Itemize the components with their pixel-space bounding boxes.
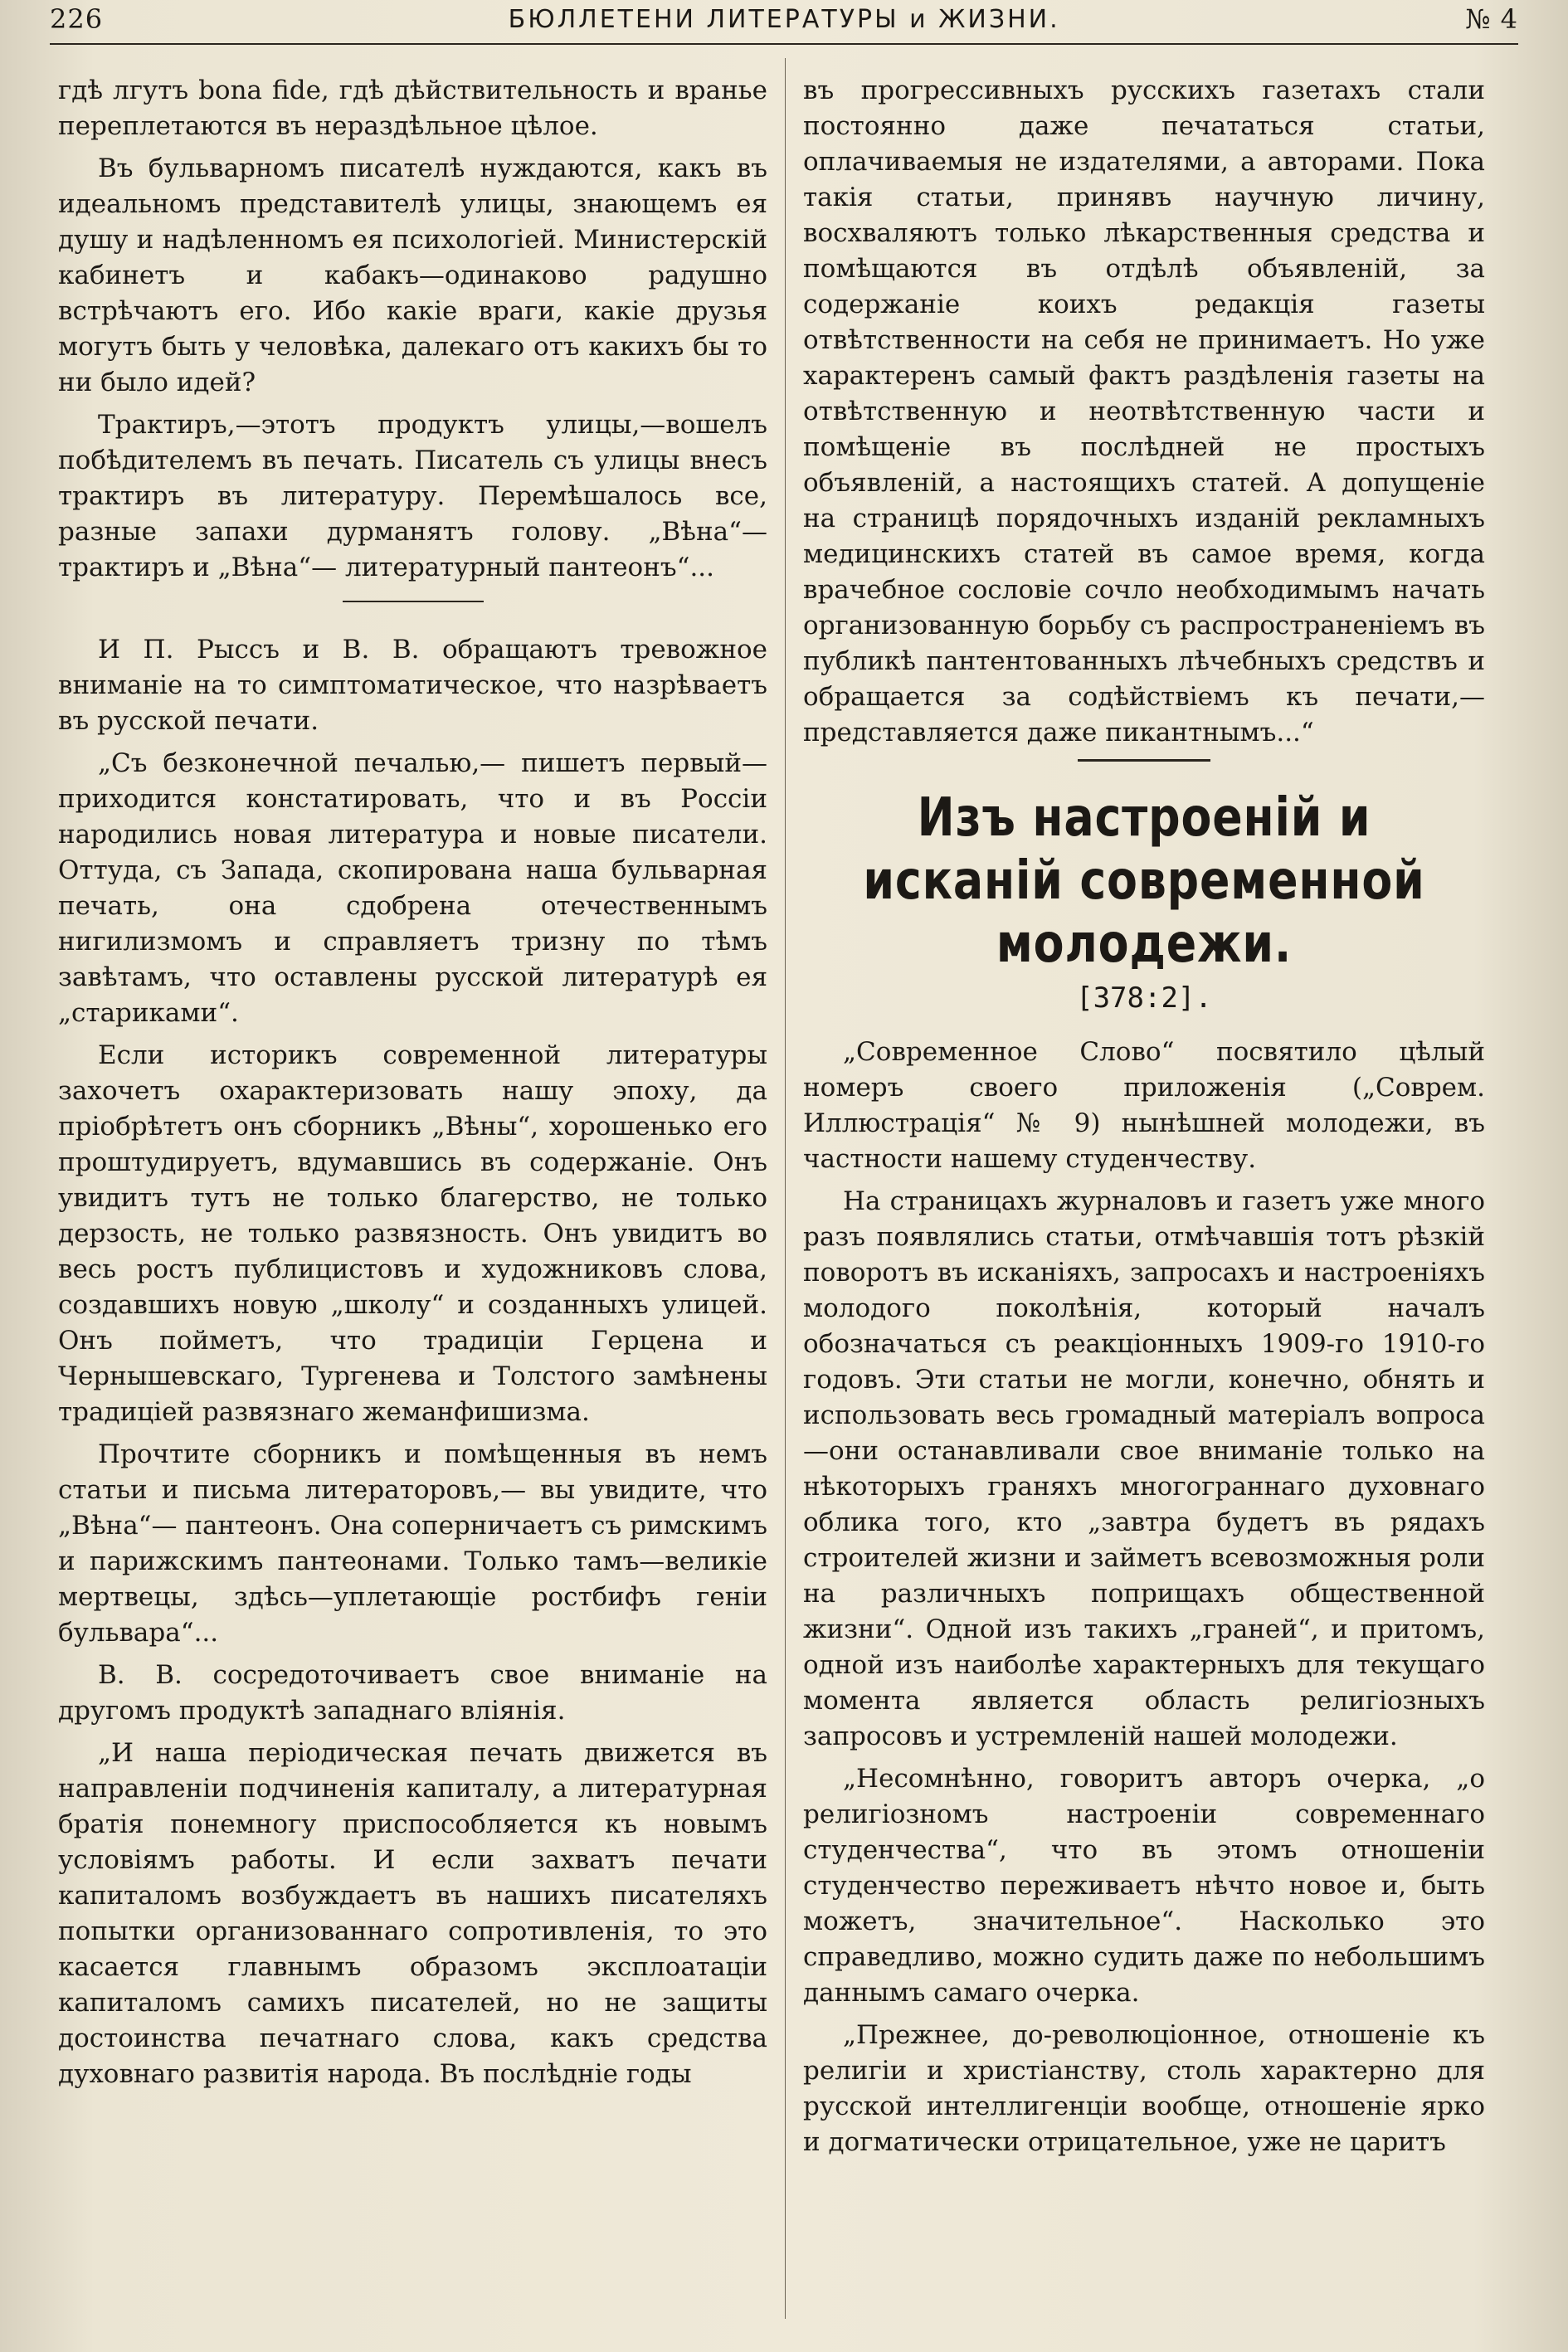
paragraph: Трактиръ,—этотъ продуктъ улицы,—вошелъ побѣдителемъ въ печать. Писатель съ улицы внесъ трактиръ въ литературу. Перемѣшалось все, разные запахи дурманятъ голову. „Вѣна“—трактиръ и „Вѣна“— литературный пантеонъ“...: [58, 410, 767, 582]
paragraph: На страницахъ журналовъ и газетъ уже много разъ появлялись статьи, отмѣчавшія тотъ рѣзкій поворотъ въ исканіяхъ, запросахъ и настроеніяхъ молодого поколѣнія, который началъ обозначаться съ реакціонныхъ 1909-го 1910-го годовъ. Эти статьи не могли, конечно, обнять и использовать весь громадный матеріалъ вопроса—они останавливали свое вниманіе только на нѣкоторыхъ граняхъ многограннаго духовнаго облика того, кто „завтра будетъ въ рядахъ строителей жизни и займетъ всевозможныя роли на различныхъ поприщахъ общественной жизни“. Одной изъ такихъ „граней“, и притомъ, одной изъ наиболѣе характерныхъ для текущаго момента является область религіозныхъ запросовъ и устремленій нашей молодежи.: [803, 1186, 1485, 1751]
paragraph: гдѣ лгутъ bona fide, гдѣ дѣйствительность и вранье переплетаются въ нераздѣльное цѣлое.: [58, 75, 767, 141]
running-head: [50, 0, 1518, 38]
right-column: [803, 73, 1485, 2167]
running-title: БЮЛЛЕТЕНИ ЛИТЕРАТУРЫ и ЖИЗНИ.: [508, 4, 1060, 34]
paragraph: „Съ безконечной печалью,— пишетъ первый—приходится констатировать, что и въ Россіи народились новая литература и новые писатели. Оттуда, съ Запада, скопирована наша бульварная печать, она сдобрена отечественнымъ нигилизмомъ и справляетъ тризну по тѣмъ завѣтамъ, что оставлены русской литературѣ ея „стариками“.: [58, 748, 767, 1028]
paragraph: Въ бульварномъ писателѣ нуждаются, какъ въ идеальномъ представителѣ улицы, знающемъ ея душу и надѣленномъ ея психологіей. Министерскій кабинетъ и кабакъ—одинаково радушно встрѣчаютъ его. Ибо какіе враги, какіе друзья могутъ быть у человѣка, далекаго отъ какихъ бы то ни было идей?: [58, 153, 767, 397]
section-separator: [343, 601, 484, 602]
paragraph: въ прогрессивныхъ русскихъ газетахъ стали постоянно даже печататься статьи, оплачиваемыя не издателями, а авторами. Пока такія статьи, принявъ научную личину, восхваляютъ только лѣкарственныя средства и помѣщаются въ отдѣлѣ объявленій, за содержаніе коихъ редакція газеты отвѣтственности на себя не принимаетъ. Но уже характеренъ самый фактъ раздѣленія газеты на отвѣтственную и неотвѣтственную части и помѣщеніе въ послѣдней не простыхъ объявленій, а настоящихъ статей. А допущеніе на страницѣ порядочныхъ изданій рекламныхъ медицинскихъ статей въ самое время, когда врачебное сословіе сочло необходимымъ начать организованную борьбу съ распространеніемъ въ публикѣ пантентованныхъ лѣчебныхъ средствъ и обращается за содѣйствіемъ къ печати,— представляется даже пикантнымъ...“: [803, 75, 1485, 747]
paragraph: „Несомнѣнно, говоритъ авторъ очерка, „о религіозномъ настроеніи современнаго студенчества“, что въ этомъ отношеніи студенчество переживаетъ нѣчто новое и, быть можетъ, значительное“. Насколько это справедливо, можно судить даже по небольшимъ даннымъ самаго очерка.: [803, 1764, 1485, 2008]
section-separator: [1078, 759, 1210, 762]
header-rule: [50, 43, 1518, 45]
paragraph: „Прежнее, до-революціонное, отношеніе къ религіи и христіанству, столь характерно для русской интеллигенціи вообще, отношеніе ярко и догматически отрицательное, уже не царитъ: [803, 2020, 1485, 2157]
paragraph: Прочтите сборникъ и помѣщенныя въ немъ статьи и письма литераторовъ,— вы увидите, что „Вѣна“— пантеонъ. Она соперничаетъ съ римскимъ и парижскимъ пантеонами. Только тамъ—великіе мертвецы, здѣсь—уплетающіе ростбифъ геніи бульвара“...: [58, 1439, 767, 1648]
paragraph: „И наша періодическая печать движется въ направленіи подчиненія капиталу, а литературная братія понемногу приспособляется къ новымъ условіямъ работы. И если захватъ печати капиталомъ возбуждаетъ въ нашихъ писателяхъ попытки организованнаго сопротивленія, то это касается главнымъ образомъ эксплоатаціи капиталомъ самихъ писателей, но не защиты достоинства печатнаго слова, какъ средства духовнаго развитія народа. Въ послѣдніе годы: [58, 1738, 767, 2089]
paragraph: И П. Рыссъ и В. В. обращаютъ тревожное вниманіе на то симптоматическое, что назрѣваетъ въ русской печати.: [58, 635, 767, 736]
left-column: [58, 73, 767, 2099]
column-divider: [785, 58, 786, 2319]
paragraph: „Современное Слово“ посвятило цѣлый номеръ своего приложенія („Соврем. Иллюстрація“ № 9) нынѣшней молодежи, въ частности нашему студенчеству.: [803, 1037, 1485, 1174]
section-reference: [378:2].: [1076, 981, 1212, 1015]
paragraph: Если историкъ современной литературы захочетъ охарактеризовать нашу эпоху, да пріобрѣтетъ онъ сборникъ „Вѣны“, хорошенько его проштудируетъ, вдумавшись въ содержаніе. Онъ увидитъ тутъ не только благерство, не только дерзость, не только развязность. Онъ увидитъ во весь ростъ публицистовъ и художниковъ слова, создавшихъ новую „школу“ и созданныхъ улицей. Онъ пойметъ, что традиціи Герцена и Чернышевскаго, Тургенева и Толстого замѣнены традиціей развязнаго жеманфишизма.: [58, 1040, 767, 1427]
issue-number: № 4: [1465, 3, 1518, 35]
page-number: 226: [50, 3, 104, 35]
section-title: Изъ настроеній и исканій современной молодежи.: [863, 787, 1425, 975]
paragraph: В. В. сосредоточиваетъ свое вниманіе на другомъ продуктѣ западнаго вліянія.: [58, 1660, 767, 1726]
